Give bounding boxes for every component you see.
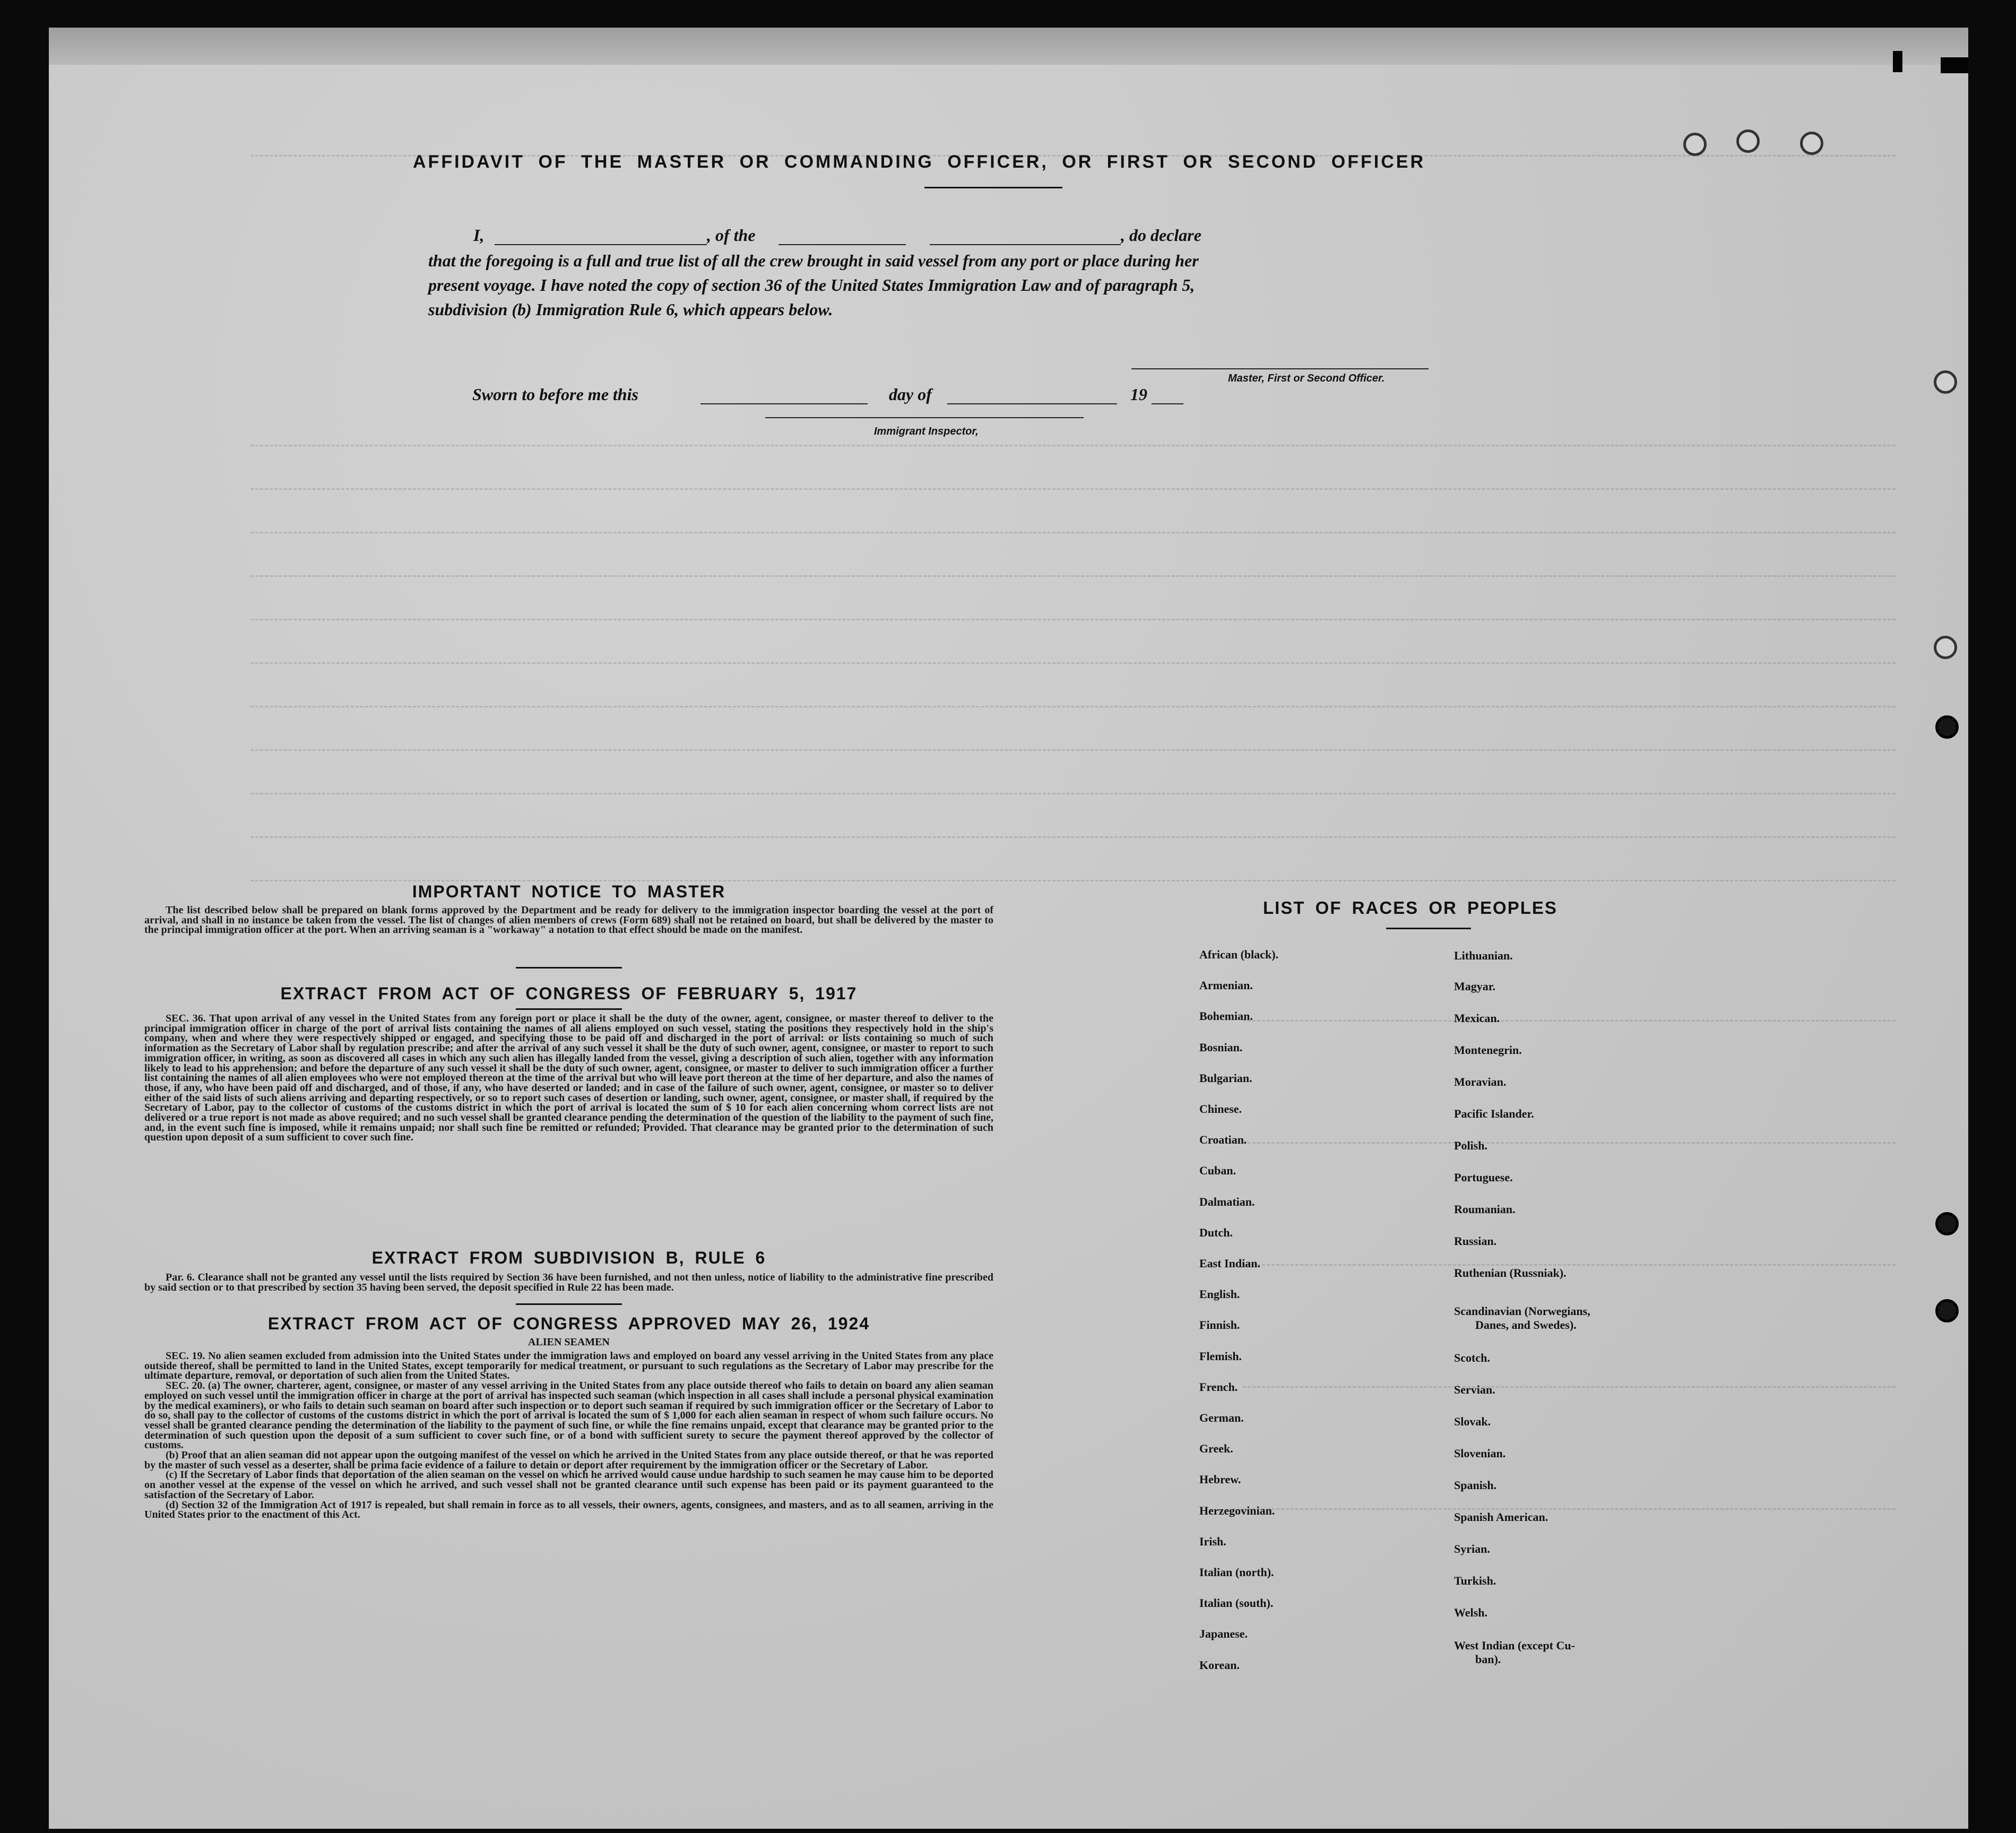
race-item: Cuban. [1199,1164,1236,1178]
bleed-through-line [250,749,1896,753]
race-item: Bosnian. [1199,1040,1243,1054]
race-item: Ruthenian (Russniak). [1454,1266,1567,1279]
punch-hole [1934,370,1957,394]
race-item: Dutch. [1199,1225,1233,1239]
act-1924-subtitle: ALIEN SEAMEN [528,1336,610,1348]
inspector-signature-line [765,417,1084,418]
race-item: Hebrew. [1199,1473,1241,1486]
extract-1917-underline [516,1008,622,1010]
race-item: Korean. [1199,1658,1240,1672]
declaration-line-4: subdivision (b) Immigration Rule 6, which appears below. [428,300,833,319]
sworn-text: Sworn to before me this [472,385,638,404]
bleed-through-line [250,793,1896,797]
bleed-through-line [250,532,1896,535]
race-item: East Indian. [1199,1257,1260,1270]
race-item: Bulgarian. [1199,1071,1252,1085]
master-label: Master, First or Second Officer. [1228,373,1385,384]
act-1924-sec19: SEC. 19. No alien seamen excluded from admission into the United States under the immigration laws and employed on board any vessel arriving in the United States from any place outside thereof, shall be permitted to land in the United States, except temporarily for medical treatment, or pursuant to such regulations as the Secretary of Labor may prescribe for the ultimate departure, removal, or deportation of such alien from the United States. [144,1350,993,1382]
year-prefix: 19 [1130,385,1147,404]
race-item: Slovak. [1454,1415,1491,1428]
rule6-title: EXTRACT FROM SUBDIVISION B, RULE 6 [371,1248,766,1267]
extract-1917-paragraph: SEC. 36. That upon arrival of any vessel in the United States from any foreign port or place it shall be the duty of the owner, agent, consignee, or master thereof to deliver to the principal immigration officer in charge of the port of arrival lists containing the names of all aliens employed on such vessel, stating the positions they respectively hold in the ship's company, when and where they were respectively shipped or engaged, and specifying those to be paid off and discharged in the port of arrival: or lists containing so much of such information as the Secretary of Labor shall by regulation prescribe; and after the arrival of any such vessel it shall be the duty of such owner, agent, consignee, or master to report to such immigration officer, in writing, as soon as discovered all cases in which any such alien has illegally landed from the vessel, giving a description of such alien, together with any information likely to lead to his apprehension; and before the departure of any such vessel it shall be the duty of such owner, agent, consignee, or master to deliver to such immigration officer a further list containing the names of all alien employees who were not employed thereon at the time of the arrival but who will leave port thereon at the time of her departure, and also the names of those, if any, who have been paid off and discharged, and of those, if any, who have deserted or landed; and in case of the failure of such owner, agent, consignee, or master so to deliver either of the said lists of such aliens arriving and departing respectively, or so to report such cases of desertion or landing, such owner, agent, consignee, or master shall, if required by the Secretary of Labor, pay to the collector of customs of the customs district in which the port of arrival is located the sum of $ 10 for each alien concerning whom correct lists are not delivered or a true report is not made as above required; and no such vessel shall be granted clearance pending the determination of the question of the liability to the payment of such fine, and, in the event such fine is imposed, while it remains unpaid; nor shall such fine be remitted or refunded; Provided. That clearance may be granted prior to the determination of such question upon deposit of a sum sufficient to cover such fine. [144,1013,993,1144]
race-item: Montenegrin. [1454,1043,1522,1057]
act-1924-sec20b: (b) Proof that an alien seaman did not appear upon the outgoing manifest of the vessel on which he arrived in the United States from any place outside thereof, or that he was reported by the master of such vessel as a deserter, shall be prima facie evidence of a failure to detain or deport after requirement by the immigration officer or the Secretary of Labor. [144,1449,993,1471]
bleed-through-line [1243,1386,1896,1390]
extract-1917-title: EXTRACT FROM ACT OF CONGRESS OF FEBRUARY 5, 1917 [280,984,858,1003]
race-item: Armenian. [1199,979,1253,992]
race-item: Japanese. [1199,1627,1248,1641]
act-1924-sec20d: (d) Section 32 of the Immigration Act of 1917 is repealed, but shall remain in force as to all vessels, their owners, agents, consignees, and masters, and as to all seamen, arriving in the United States prior to the enactment of this Act. [144,1499,993,1521]
document-page [49,28,1968,1829]
title-underline [924,187,1062,188]
rule6-text [144,1273,993,1292]
bleed-through-line [1243,1264,1896,1268]
punch-hole [1683,133,1707,156]
vessel-blank-2 [930,244,1121,245]
race-item: German. [1199,1411,1244,1424]
race-item: Scandinavian (Norwegians, [1454,1304,1590,1318]
bleed-through-line [250,706,1896,710]
punch-hole [1934,636,1957,659]
race-item: Moravian. [1454,1075,1507,1088]
race-item: Roumanian. [1454,1203,1516,1216]
bleed-through-line [250,836,1896,840]
race-item: Danes, and Swedes). [1475,1318,1577,1331]
race-item: Chinese. [1199,1102,1242,1116]
race-item: Italian (north). [1199,1566,1274,1579]
declaration-of-the: , of the [707,226,756,245]
race-item: Flemish. [1199,1349,1242,1363]
name-blank [495,244,707,245]
race-item: Bohemian. [1199,1009,1253,1023]
punch-hole [1800,132,1823,155]
punch-hole [1935,1299,1959,1322]
declaration-line-1 [428,223,1490,249]
race-item: Herzegovinian. [1199,1503,1275,1517]
month-blank [947,403,1117,404]
race-item: ban). [1475,1653,1501,1666]
race-item: Italian (south). [1199,1596,1274,1610]
race-item: Russian. [1454,1234,1497,1248]
notice-paragraph: The list described below shall be prepared on blank forms approved by the Department and be ready for delivery to the immigration inspector boarding the vessel at the port of arrival, and shall in no instance be taken from the vessel. The list of changes of alien members of crews (Form 689) shall not be retained on board, but shall be delivered by the master to the principal immigration officer at the port. When an arriving seaman is a "workaway" a notation to that effect should be made on the manifest. [144,904,993,936]
race-item: Slovenian. [1454,1447,1506,1460]
act-1924-sec20c: (c) If the Secretary of Labor finds that deportation of the alien seaman on the vessel on which he arrived would cause undue hardship to such seamen he may cause him to be deported on another vessel at the expense of the vessel on which he arrived, and such vessel shall not be granted clearance until such expense has been paid or its payment guaranteed to the satisfaction of the Secretary of Labor. [144,1469,993,1501]
declaration-line-2: that the foregoing is a full and true list of all the crew brought in said vessel from any port or place during her [428,251,1199,270]
race-item: Finnish. [1199,1318,1240,1332]
day-blank [700,403,868,404]
year-blank [1152,403,1183,404]
race-item: Croatian. [1199,1133,1247,1147]
bleed-through-line [250,662,1896,666]
top-edge-strip [49,28,1968,65]
bleed-through-line [1243,1142,1896,1146]
race-item: Mexican. [1454,1011,1500,1025]
race-item: African (black). [1199,948,1279,961]
race-item: Turkish. [1454,1574,1496,1587]
notice-title: IMPORTANT NOTICE TO MASTER [412,882,726,901]
bleed-through-line [250,445,1896,448]
notice-divider [516,967,622,969]
bleed-through-line [1243,1020,1896,1024]
act-1924-text [144,1351,993,1520]
race-item: Portuguese. [1454,1171,1513,1184]
affidavit-title: AFFIDAVIT OF THE MASTER OR COMMANDING OFFICER, OR FIRST OR SECOND OFFICER [413,152,1425,172]
act-1924-sec20a: SEC. 20. (a) The owner, charterer, agent, consignee, or master of any vessel arriving in the United States from any place outside thereof who fails to detain on board any alien seaman employed on such vessel until the immigration officer in charge at the port of arrival has inspected such seaman (which inspection in all cases shall include a personal physical examination by the medical examiners), or who fails to detain such seaman on board after such inspection or to deport such seaman if required by such immigration officer or the Secretary of Labor to do so, shall pay to the collector of customs of the customs district in which the port of arrival is located the sum of $ 1,000 for each alien seaman in respect of whom such failure occurs. No vessel shall be granted clearance pending the determination of the liability to the payment of such fine, or while the fine remains unpaid, except that clearance may be granted prior to the determination of such question upon the deposit of a sum sufficient to cover such fine, or of a bond with sufficient surety to secure the payment thereof approved by the collector of customs. [144,1380,993,1451]
bleed-through-line [1243,1508,1896,1512]
punch-hole [1935,1212,1959,1235]
races-title: LIST OF RACES OR PEOPLES [1263,898,1558,918]
race-item: French. [1199,1380,1238,1394]
notice-text [144,905,993,935]
master-signature-line [1131,368,1429,369]
race-item: Greek. [1199,1442,1233,1456]
race-item: English. [1199,1287,1240,1301]
race-item: Lithuanian. [1454,949,1513,962]
race-item: Servian. [1454,1383,1495,1396]
vessel-blank [778,244,906,245]
rule6-divider [516,1303,622,1305]
declaration-line-3: present voyage. I have noted the copy of section 36 of the United States Immigration Law and of paragraph 5, [428,275,1195,295]
race-item: Syrian. [1454,1542,1490,1555]
declaration-declare: , do declare [1121,226,1201,245]
races-underline [1386,928,1471,929]
black-tab [1893,51,1902,72]
race-item: Polish. [1454,1139,1487,1152]
race-item: Pacific Islander. [1454,1107,1534,1120]
race-item: Spanish American. [1454,1510,1548,1524]
act-1924-title: EXTRACT FROM ACT OF CONGRESS APPROVED MAY 26, 1924 [267,1314,870,1333]
declaration-i: I, [473,226,484,245]
race-item: Magyar. [1454,980,1496,993]
day-of-text: day of [889,385,932,404]
race-item: Welsh. [1454,1606,1487,1619]
race-item: Scotch. [1454,1351,1490,1364]
black-tab [1941,57,1968,73]
inspector-label: Immigrant Inspector, [874,426,979,437]
race-item: Spanish. [1454,1478,1497,1492]
race-item: West Indian (except Cu- [1454,1639,1575,1652]
extract-1917-text [144,1014,993,1143]
sworn-line [472,382,1268,409]
rule6-paragraph: Par. 6. Clearance shall not be granted any vessel until the lists required by Section 36 have been furnished, and not then unless, notice of liability to the administrative fine prescribed by said section or to that prescribed by section 35 having been served, the deposit specified in Rule 22 has been made. [144,1272,993,1293]
race-item: Irish. [1199,1534,1226,1548]
bleed-through-line [250,575,1896,579]
bleed-through-line [250,619,1896,622]
race-item: Dalmatian. [1199,1195,1255,1208]
punch-hole [1736,129,1760,153]
punch-hole [1935,715,1959,739]
bleed-through-line [250,488,1896,492]
